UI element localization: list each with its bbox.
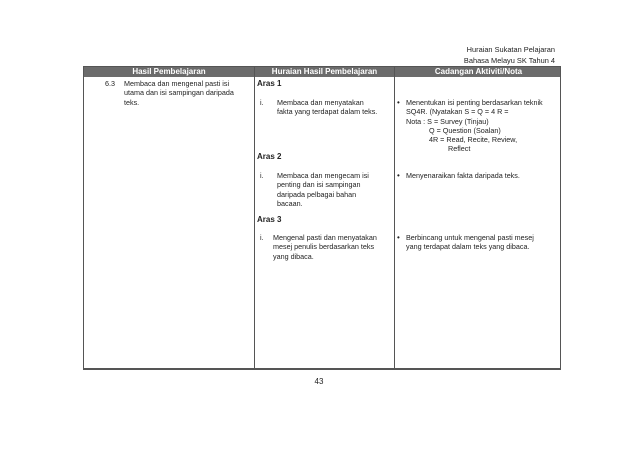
activity-text: Menentukan isi penting berdasarkan teknik SQ4R. (Nyatakan S = Q = 4 R = Nota : S = Survey (Tinjau) Q = Question (Soalan) 4R = Read, Recite, Review, Reflect [406, 98, 543, 154]
activity-text: Menyenaraikan fakta daripada teks. [406, 171, 520, 180]
page-number: 43 [314, 377, 324, 386]
bullet-icon: • [397, 233, 400, 242]
column-divider [394, 67, 395, 368]
level-item-number: i. [260, 171, 264, 180]
document-header [464, 45, 555, 66]
level-description: Membaca dan mengecam isi penting dan isi sampingan daripada pelbagai bahan bacaan. [277, 171, 369, 208]
outcome-number: 6.3 [105, 79, 115, 88]
bullet-icon: • [397, 171, 400, 180]
bullet-icon: • [397, 98, 400, 107]
column-header-outcome-description: Huraian Hasil Pembelajaran [271, 67, 378, 76]
level-title: Aras 3 [257, 215, 282, 224]
column-header-learning-outcome: Hasil Pembelajaran [132, 67, 206, 76]
level-item-number: i. [260, 98, 264, 107]
level-description: Membaca dan menyatakan fakta yang terdapat dalam teks. [277, 98, 378, 117]
header-title: Huraian Sukatan Pelajaran [466, 45, 555, 54]
outcome-text: Membaca dan mengenal pasti isi utama dan isi sampingan daripada teks. [124, 79, 234, 107]
footer-divider [83, 369, 561, 370]
level-description: Mengenal pasti dan menyatakan mesej penulis berdasarkan teks yang dibaca. [273, 233, 377, 261]
curriculum-table [83, 66, 561, 369]
level-item-number: i. [260, 233, 264, 242]
column-divider [254, 67, 255, 368]
column-header-activity-notes: Cadangan Aktiviti/Nota [434, 67, 523, 76]
header-subtitle: Bahasa Melayu SK Tahun 4 [463, 55, 555, 65]
activity-text: Berbincang untuk mengenal pasti mesej yang terdapat dalam teks yang dibaca. [406, 233, 534, 252]
level-title: Aras 2 [257, 152, 282, 161]
table-header-row [84, 67, 560, 77]
level-title: Aras 1 [257, 79, 282, 88]
